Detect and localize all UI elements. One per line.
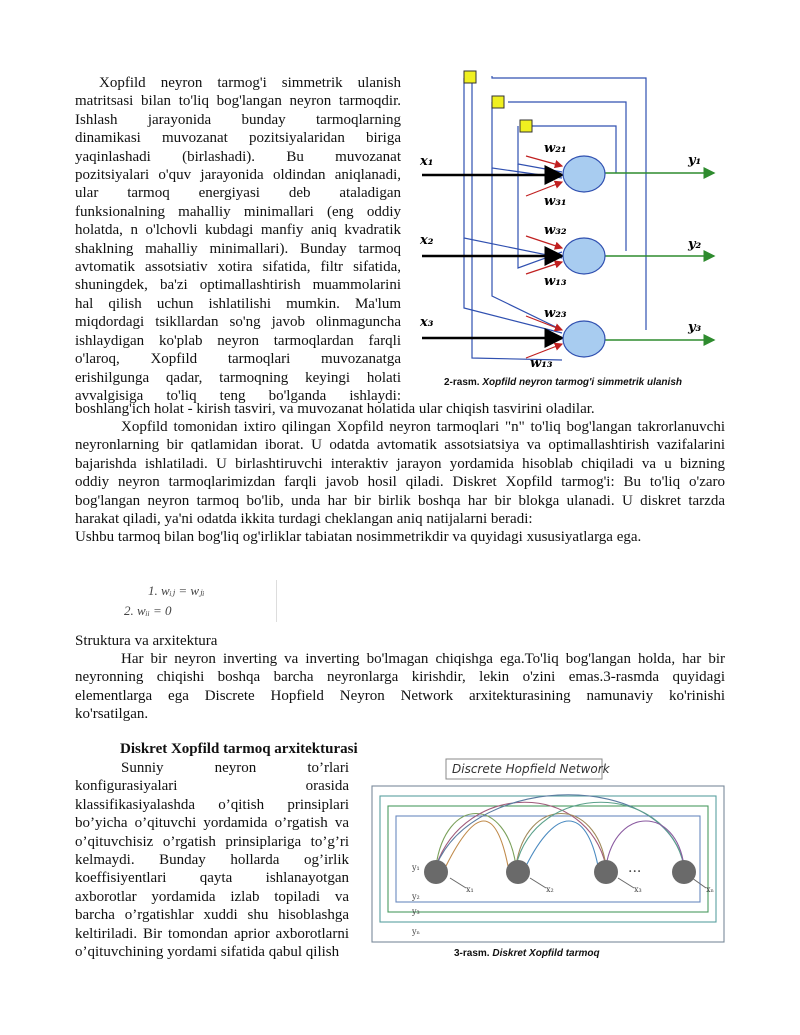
figure-3-caption-text: Diskret Xopfild tarmoq [492, 948, 600, 959]
input-label-3: x₃ [420, 315, 434, 330]
text-line: Xopfild neyron tarmog'i simmetrik ulanish [99, 75, 401, 91]
text-line: shaklning mahalliy minimallari). Bunday tarmoq [75, 240, 401, 257]
hopfield-symmetric-diagram [414, 68, 734, 370]
input-label-1: x₁ [420, 154, 434, 169]
text-line: harakat qiladi, ya'ni odatda ikkita turdagi cheklangan aniq natijalarni beradi: [75, 511, 533, 528]
text-line: o'laroq, Xopfild tarmoqlari muvozanatga [75, 351, 401, 368]
text-line: neyronning chiqishi boshqa barcha neyronlarga kirishdir, lekin o'zini emas.3-rasmda quyidagi [75, 669, 725, 686]
architecture-paragraph [75, 759, 349, 961]
text-line: axborotlar yordamida izlab topiladi va [75, 888, 349, 905]
formula-symmetry: 1. wᵢⱼ = wⱼᵢ [148, 583, 205, 598]
text-line: klassifikasiyalashda o’qitish prinsiplari [75, 796, 349, 813]
formula-self-weight: 2. wᵢᵢ = 0 [124, 603, 172, 618]
text-line: Har bir neyron inverting va inverting bo'lmagan chiqishga ega.To'liq bog'langan holda, har bir [121, 651, 725, 667]
intro-paragraph-tail [75, 400, 735, 418]
discrete-hopfield-diagram [366, 756, 732, 944]
node-1 [424, 860, 448, 884]
architecture-heading: Diskret Xopfild tarmoq arxitekturasi [120, 741, 358, 757]
text-line: bog'langan neyron tarmoq bo'lib, unda har bir birlik boshqa har bir blokga ulanadi. U diskret tarzda [75, 492, 725, 509]
weight-label-w23: w₂₃ [544, 306, 567, 321]
intro-paragraph [75, 74, 401, 405]
figure-2-caption-number: 2-rasm. [444, 377, 480, 388]
delay-box-1 [464, 71, 476, 83]
node-n [672, 860, 696, 884]
x-label-n: xₙ [706, 885, 714, 894]
text-line: elementlarga ega Discrete Hopfield Neyron Network arxitekturasining namunaviy ko'rinishi [75, 687, 725, 704]
delay-box-3 [520, 120, 532, 132]
x-label-1: x₁ [466, 885, 474, 894]
intro-tail-line: boshlang'ich holat - kirish tasviri, va muvozanat holatida ular chiqish tasvirini oladilar. [75, 401, 595, 417]
weight-label-w12: w₁₃ [544, 274, 567, 289]
text-line: bo’yicha o’qituvchi yordamida o’rgatish va [75, 815, 349, 832]
text-line: konfigurasiyalari orasida [75, 778, 349, 795]
section-title-text: Struktura va arxitektura [75, 633, 218, 649]
section-title [75, 632, 375, 650]
structure-paragraph [75, 650, 725, 724]
y-label-1: y₁ [412, 863, 420, 872]
text-line: o’qituvchining yordami sifatida qabul qilish [75, 944, 340, 961]
weight-label-w32: w₃₂ [544, 223, 567, 238]
output-label-3: y₃ [688, 320, 702, 335]
text-line: holatda, n o'lchovli kubdagi manfiy aniq kvadratik [75, 222, 401, 239]
text-line: avtomatik assotsiativ xotira sifatida, filtr sifatida, [75, 259, 401, 276]
node-2 [506, 860, 530, 884]
text-line: yaqinlashadi (birlashadi). Bu muvozanat [75, 148, 401, 165]
x-label-2: x₂ [546, 885, 554, 894]
formula-divider [276, 580, 277, 622]
y-label-n: yₙ [412, 927, 420, 936]
weight-label-w21: w₂₁ [544, 141, 567, 156]
figure-2-caption-text: Xopfild neyron tarmog'i simmetrik ulanish [482, 377, 682, 388]
text-line: shuningdek, ba'zi optimallashtirish muammolarini [75, 277, 401, 294]
text-line: ular tarmoq energiyasi deb ataladigan [75, 185, 401, 202]
figure-3-caption [454, 948, 600, 959]
neuron-3 [563, 321, 605, 357]
text-line: miqdordagi tsikllardan so'ng javob olinmaguncha [75, 314, 401, 331]
figure-2-caption [444, 377, 682, 388]
weights-intro-paragraph [75, 528, 735, 546]
text-line: kelmaydi. Bunday hollarda og’irlik [75, 852, 349, 869]
text-line: Xopfild tomonidan ixtiro qilingan Xopfild neyron tarmoqlari "n" to'liq bog'langan takrorlanuvchi [121, 419, 725, 435]
text-line: Sunniy neyron to’rlari [121, 760, 349, 776]
text-line: ko'rsatilgan. [75, 706, 149, 723]
text-line: oddiy neyron tarmoqlarimizdan farqli javob hosil qiladi. Diskret Xopfild tarmog'i: Bu to'liq o'zaro [75, 474, 725, 491]
node-3 [594, 860, 618, 884]
weight-label-w13: w₁₃ [530, 356, 553, 370]
text-line: bajarishda ishlatiladi. U birlashtiruvchi interaktiv jarayon yordamida hisoblab chiqiladi va u bizning [75, 455, 725, 472]
weights-intro-line: Ushbu tarmoq bilan bog'liq og'irliklar tabiatan nosimmetrikdir va quyidagi xususiyatlarga ega. [75, 529, 642, 545]
neuron-2 [563, 238, 605, 274]
nodes-ellipsis: ... [628, 860, 642, 876]
text-line: funksionalning mahalliy minimallari (eng oddiy [75, 203, 401, 220]
text-line: erishilgunga qadar, tarmoqning keyingi holati [75, 369, 401, 386]
text-line: ishlaydigan ko'plab neyron tarmoqlardan farqli [75, 332, 401, 349]
input-label-2: x₂ [420, 233, 434, 248]
neuron-1 [563, 156, 605, 192]
output-label-2: y₂ [688, 237, 702, 252]
text-line: o’qituvchisiz o’rgatish prinsiplariga to’g’ri [75, 833, 349, 850]
text-line: Ishlash jarayonida bunday tarmoqlarning [75, 111, 401, 128]
text-line: avvalgisiga to'liq teng bo'lganda ishlaydi: [75, 387, 401, 404]
text-line: hal qilish uchun ishlatilishi mumkin. Ma'lum [75, 295, 401, 312]
delay-box-2 [492, 96, 504, 108]
text-line: koeffisiyentlari qayta ishlanayotgan [75, 870, 349, 887]
text-line: pozitsiyalari o'quv jarayonida oldindan aniqlanadi, [75, 167, 401, 184]
y-label-3: y₃ [412, 907, 420, 916]
output-label-1: y₁ [688, 153, 702, 168]
y-label-2: y₂ [412, 892, 420, 901]
x-label-3: x₃ [634, 885, 642, 894]
text-line: dinamikasi muvozanat pozitsiyalaridan biriga [75, 130, 401, 147]
weight-label-w31: w₃₁ [544, 194, 567, 209]
hopfield-description-paragraph [75, 418, 725, 528]
text-line: matritsasi bilan to'liq bog'langan neyron tarmoqdir. [75, 93, 401, 110]
text-line: neyronlarning bir qatlamidan iborat. U odatda avtomatik assotsiatsiya va optimallashtirish vazifalarini [75, 437, 725, 454]
text-line: barcha o’rgatishlar xuddi shu hisoblashga [75, 907, 349, 924]
text-line: keltiriladi. Bir tomondan aprior axborotlarni [75, 925, 349, 942]
figure-3-caption-number: 3-rasm. [454, 948, 490, 959]
network-title: Discrete Hopfield Network [452, 762, 610, 776]
